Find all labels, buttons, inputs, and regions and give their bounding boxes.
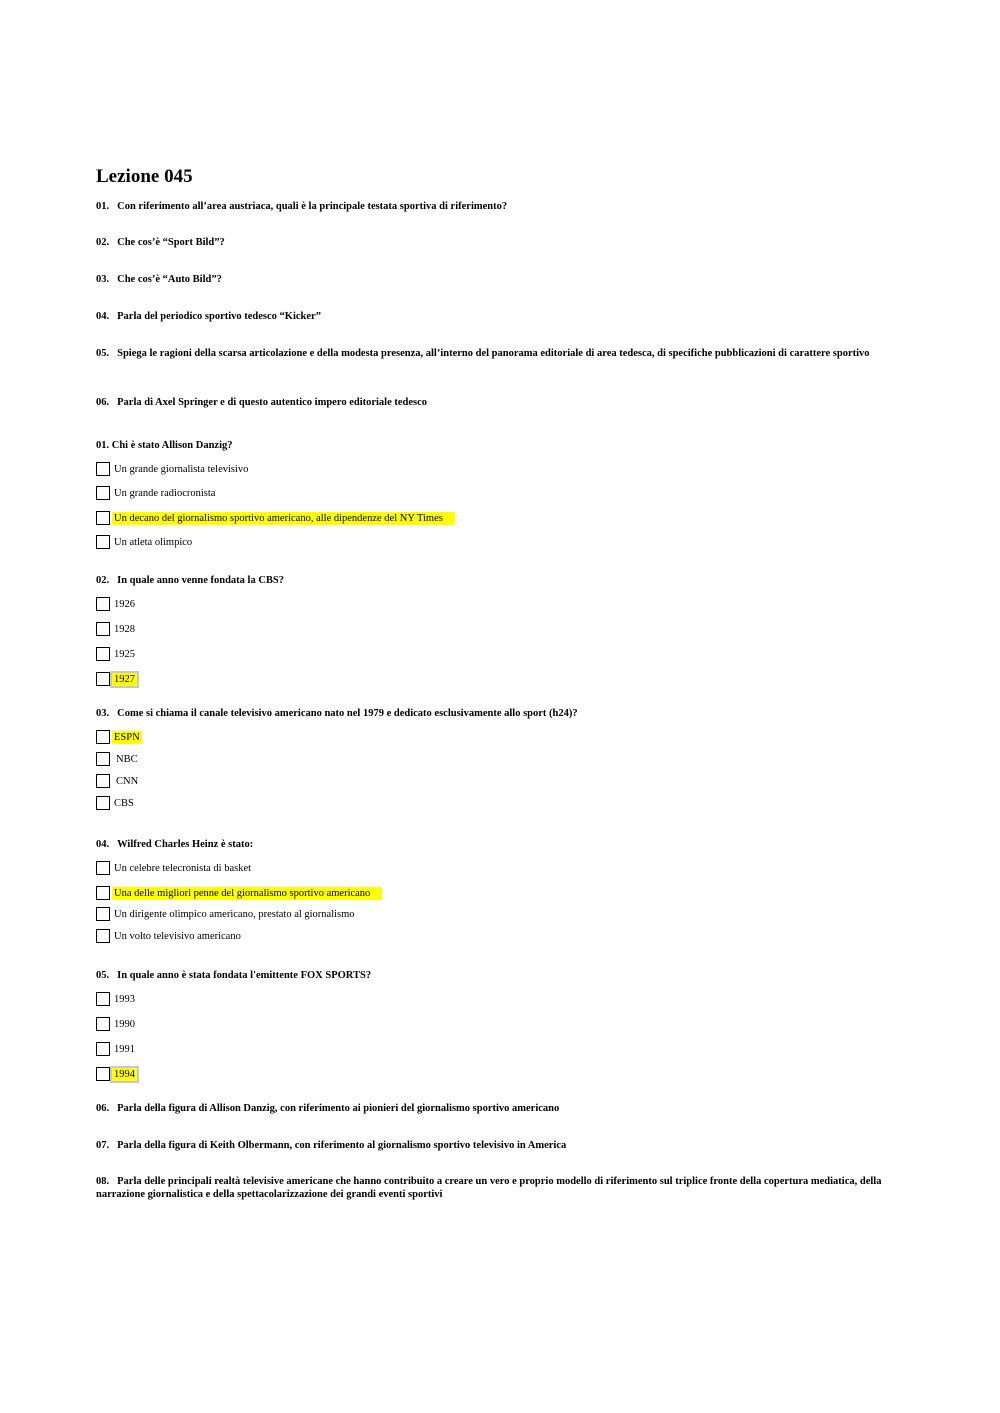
question-number: 03. (96, 274, 110, 285)
answer-option-highlighted[interactable] (96, 510, 455, 526)
checkbox[interactable] (96, 992, 110, 1006)
question-number: 06. (96, 397, 110, 408)
question-text: Parla del periodico sportivo tedesco “Kicker” (117, 311, 321, 322)
mc-question (96, 439, 886, 452)
mc-question (96, 574, 886, 587)
option-label: Un celebre telecronista di basket (114, 862, 252, 874)
option-label: 1925 (114, 648, 135, 660)
option-label: 1927 (114, 673, 135, 685)
checkbox[interactable] (96, 730, 110, 744)
answer-option-highlighted[interactable] (96, 671, 137, 687)
checkbox[interactable] (96, 511, 110, 525)
answer-option[interactable] (96, 461, 250, 477)
option-label: 1926 (114, 598, 135, 610)
question-text: Parla delle principali realtà televisive americane che hanno contribuito a creare un vero e proprio modello di riferimento sul triplice fronte della copertura mediatica, della narrazione giornalistica e della spettacolarizzazione dei grandi eventi sportivi (96, 1176, 882, 1200)
option-label: Un decano del giornalismo sportivo americano, alle dipendenze del NY Times (112, 512, 455, 525)
answer-option[interactable] (96, 1016, 137, 1032)
checkbox[interactable] (96, 929, 110, 943)
option-label: Un volto televisivo americano (114, 930, 241, 942)
question-text: Parla di Axel Springer e di questo autentico impero editoriale tedesco (117, 397, 428, 408)
question-text: Spiega le ragioni della scarsa articolazione e della modesta presenza, all’interno del panorama editoriale di area tedesca, di specifiche pubblicazioni di carattere sportivo (117, 348, 870, 359)
checkbox[interactable] (96, 672, 110, 686)
checkbox[interactable] (96, 535, 110, 549)
option-label: 1991 (114, 1043, 135, 1055)
checkbox[interactable] (96, 886, 110, 900)
option-label: Una delle migliori penne del giornalismo sportivo americano (112, 887, 382, 900)
mc-question (96, 707, 886, 720)
mc-question (96, 969, 886, 982)
option-label: Un grande radiocronista (114, 487, 216, 499)
question-number: 08. (96, 1176, 110, 1187)
open-question (96, 396, 886, 409)
question-text: Chi è stato Allison Danzig? (111, 440, 233, 451)
checkbox[interactable] (96, 752, 110, 766)
checkbox[interactable] (96, 796, 110, 810)
option-label: 1928 (114, 623, 135, 635)
open-question (96, 347, 886, 360)
open-question (96, 1139, 886, 1152)
checkbox[interactable] (96, 597, 110, 611)
checkbox[interactable] (96, 861, 110, 875)
page-title: Lezione 045 (96, 166, 193, 187)
answer-option[interactable] (96, 534, 194, 550)
question-text: Che cos’è “Auto Bild”? (117, 274, 222, 285)
checkbox[interactable] (96, 622, 110, 636)
answer-option[interactable] (96, 906, 357, 922)
question-text: Che cos’è “Sport Bild”? (117, 237, 225, 248)
checkbox[interactable] (96, 462, 110, 476)
option-label: Un dirigente olimpico americano, prestato al giornalismo (114, 908, 355, 920)
answer-option[interactable] (96, 485, 217, 501)
option-label: 1990 (114, 1018, 135, 1030)
question-number: 05. (96, 970, 110, 981)
option-label: NBC (116, 753, 138, 765)
answer-option[interactable] (96, 646, 137, 662)
question-number: 06. (96, 1103, 110, 1114)
answer-option[interactable] (96, 860, 253, 876)
mc-question (96, 838, 886, 851)
answer-option[interactable] (96, 928, 243, 944)
answer-option[interactable] (96, 773, 140, 789)
checkbox[interactable] (96, 486, 110, 500)
open-question (96, 273, 886, 286)
answer-option[interactable] (96, 621, 137, 637)
answer-option[interactable] (96, 1041, 137, 1057)
question-text: Con riferimento all’area austriaca, quali è la principale testata sportiva di riferimento? (117, 201, 508, 212)
checkbox[interactable] (96, 907, 110, 921)
checkbox[interactable] (96, 1067, 110, 1081)
question-text: In quale anno venne fondata la CBS? (117, 575, 285, 586)
question-number: 07. (96, 1140, 110, 1151)
option-label: 1994 (114, 1068, 135, 1080)
question-number: 01. (96, 201, 110, 212)
question-number: 02. (96, 575, 110, 586)
answer-option[interactable] (96, 795, 136, 811)
question-number: 03. (96, 708, 110, 719)
question-text: In quale anno è stata fondata l'emittente FOX SPORTS? (117, 970, 372, 981)
answer-option[interactable] (96, 991, 137, 1007)
question-number: 01. (96, 440, 110, 451)
answer-option[interactable] (96, 751, 140, 767)
question-number: 05. (96, 348, 110, 359)
question-number: 04. (96, 839, 110, 850)
open-question (96, 310, 886, 323)
open-question (96, 236, 886, 249)
checkbox[interactable] (96, 774, 110, 788)
checkbox[interactable] (96, 1042, 110, 1056)
open-question (96, 1102, 886, 1115)
option-label: CBS (114, 797, 134, 809)
question-text: Parla della figura di Keith Olbermann, con riferimento al giornalismo sportivo televisivo in America (117, 1140, 567, 1151)
question-text: Parla della figura di Allison Danzig, con riferimento ai pionieri del giornalismo sportivo americano (117, 1103, 560, 1114)
question-text: Come si chiama il canale televisivo americano nato nel 1979 e dedicato esclusivamente allo sport (h24)? (117, 708, 578, 719)
answer-option-highlighted[interactable] (96, 729, 142, 745)
open-question (96, 200, 886, 213)
answer-option-highlighted[interactable] (96, 885, 382, 901)
option-label: Un atleta olimpico (114, 536, 193, 548)
checkbox[interactable] (96, 647, 110, 661)
option-label: Un grande giornalista televisivo (114, 463, 249, 475)
option-label: 1993 (114, 993, 135, 1005)
checkbox[interactable] (96, 1017, 110, 1031)
answer-option[interactable] (96, 596, 137, 612)
answer-option-highlighted[interactable] (96, 1066, 137, 1082)
option-label: CNN (116, 775, 139, 787)
question-text: Wilfred Charles Heinz è stato: (117, 839, 254, 850)
question-number: 04. (96, 311, 110, 322)
option-label: ESPN (114, 731, 140, 743)
question-number: 02. (96, 237, 110, 248)
open-question (96, 1175, 886, 1201)
